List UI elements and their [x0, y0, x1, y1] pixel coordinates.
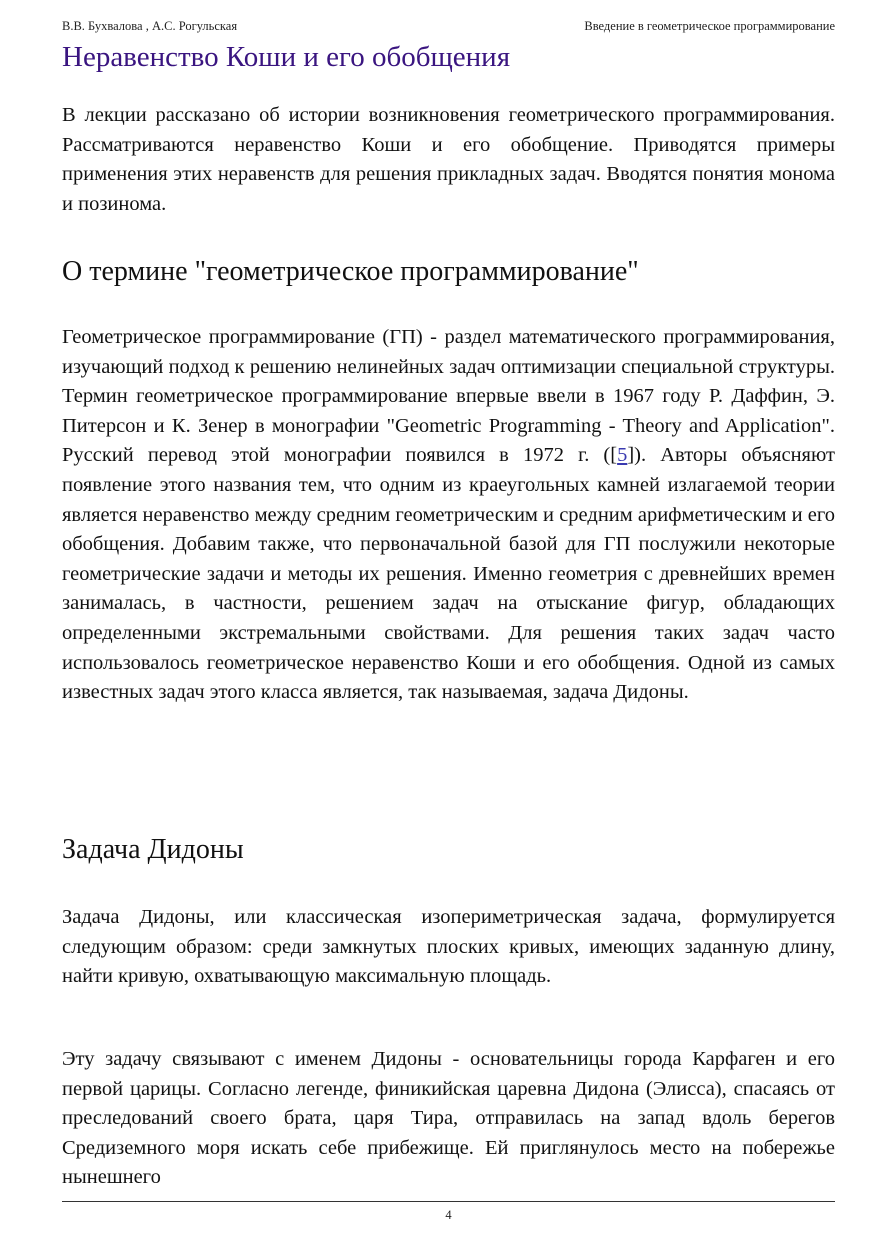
header-authors: В.В. Бухвалова , А.С. Рогульская — [62, 19, 238, 33]
header-course-title: Введение в геометрическое программирование — [584, 19, 835, 33]
page-title: Неравенство Коши и его обобщения — [62, 41, 511, 73]
section-heading-dido: Задача Дидоны — [62, 834, 244, 865]
section-term-paragraph — [62, 323, 835, 708]
footer-divider — [62, 1201, 835, 1202]
section-heading-term: О термине "геометрическое программирование" — [62, 256, 639, 287]
intro-paragraph: В лекции рассказано об истории возникновения геометрического программирования. Рассматриваются неравенство Коши и его обобщение. Приводятся примеры применения этих неравенств для решения прикладных задач. Вводятся понятия монома и позинома. — [62, 104, 835, 215]
running-header — [62, 17, 835, 35]
document-page — [62, 0, 835, 1241]
dido-paragraph-2: Эту задачу связывают с именем Дидоны - основательницы города Карфаген и его первой царицы. Согласно легенде, финикийская царевна Дидона (Элисса), спасаясь от преследований своего брата, царя Тира, отправилась на запад вдоль берегов Средиземного моря искать себе прибежище. Ей приглянулось место на побережье нынешнего — [62, 1048, 835, 1189]
section-term-text-after-ref: ]). Авторы объясняют появление этого названия тем, что одним из краеугольных камней излагаемой теории является неравенство между средним геометрическим и средним арифметическим и его обобщения. Добавим также, что первоначальной базой для ГП послужили некоторые геометрические задачи и методы их решения. Именно геометрия с древнейших времен занималась, в частности, решением задач на отыскание фигур, обладающих определенными экстремальными свойствами. Для решения таких задач часто использовалось геометрическое неравенство Коши и его обобщения. Одной из самых известных задач этого класса является, так называемая, задача Дидоны. — [62, 444, 835, 704]
page-number: 4 — [445, 1208, 452, 1222]
dido-paragraph-1: Задача Дидоны, или классическая изопериметрическая задача, формулируется следующим образом: среди замкнутых плоских кривых, имеющих заданную длину, найти кривую, охватывающую максимальную площадь. — [62, 906, 835, 988]
reference-link-5[interactable]: 5 — [617, 444, 628, 467]
section-term-text-before-ref: Геометрическое программирование (ГП) - раздел математического программирования, изучающий подход к решению нелинейных задач оптимизации специальной структуры. Термин геометрическое программирование впервые ввели в 1967 году Р. Даффин, Э. Питерсон и К. Зенер в монографии "Geometric Programming - Theory and Application". Русский перевод этой монографии появился в 1972 г. ([ — [62, 326, 835, 467]
